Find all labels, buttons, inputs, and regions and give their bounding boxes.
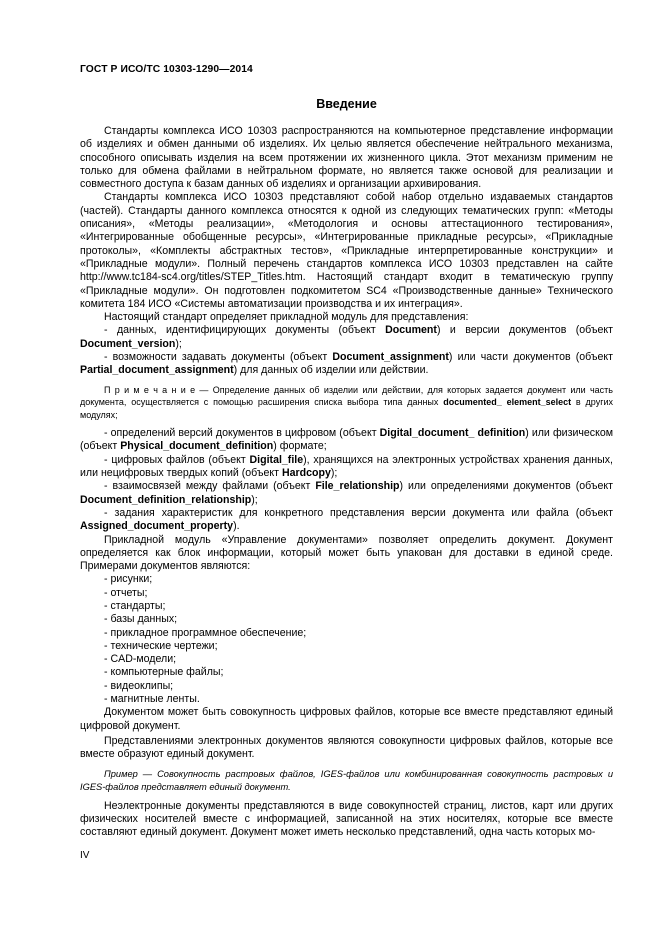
list-item: - прикладное программное обеспечение; bbox=[104, 626, 307, 639]
list-item: - стандарты; bbox=[104, 600, 166, 612]
list-item: - технические чертежи; bbox=[104, 639, 218, 652]
page-number: IV bbox=[80, 850, 90, 861]
paragraph-2: Стандарты комплекса ИСО 10303 представляют собой набор отдельно издаваемых стандартов (частей). Стандарты данного комплекса относятся к одной из следующих тематических групп: «Методы описания», «Методы реализации», «Методология и основы аттестационного тестирования», «Интегрированные обобщенные ресурсы», «Интегрированные прикладные ресурсы», «Прикладные протоколы», «Комплекты абстрактных тестов», «Прикладные интерпретированные конструкции» и «Прикладные модули». Полный перечень стандартов комплекса ИСО 10303 представлен на сайте http://www.tc184-sc4.org/titles/STEP_Titles.htm. Настоящий стандарт входит в тематическую группу «Прикладные модули». Он подготовлен подкомитетом SC4 «Производственные данные» Технического комитета 184 ИСО «Системы автоматизации производства и их интеграция». bbox=[80, 191, 613, 310]
note: П р и м е ч а н и е — Определение данных об изделии или действии, для которых задается документ или часть документа, осуществляется с помощью расширения списка выбора типа данных documented_ element_select в других модулях; bbox=[80, 384, 613, 420]
list-item-relationship: - взаимосвязей между файлами (объект File_relationship) или определениями документов (объект Document_definition_relationship); bbox=[80, 480, 613, 506]
list-item: - рисунки; bbox=[104, 573, 153, 586]
paragraph-5: Документом может быть совокупность цифровых файлов, которые все вместе представляют единый цифровой документ. bbox=[80, 706, 613, 732]
list-item-definition: - определений версий документов в цифровом (объект Digital_document_ definition) или физическом (объект Physical_document_definition) формате; bbox=[80, 427, 613, 453]
body-text bbox=[80, 125, 613, 839]
list-item: - CAD-модели; bbox=[104, 653, 177, 666]
list-item: - отчеты; bbox=[104, 586, 148, 599]
paragraph-3: Настоящий стандарт определяет прикладной модуль для представления: bbox=[104, 311, 469, 324]
paragraph-7: Неэлектронные документы представляются в виде совокупностей страниц, листов, карт или других физических носителей вместе с информацией, записанной на этих носителях, которые все вместе составляют единый документ. Документ может иметь несколько представлений, одна часть которых мо- bbox=[80, 799, 613, 839]
paragraph-6: Представлениями электронных документов являются совокупности цифровых файлов, которые все вместе образуют единый документ. bbox=[80, 734, 613, 761]
list-item: - видеоклипы; bbox=[104, 679, 174, 692]
section-title: Введение bbox=[316, 97, 377, 111]
list-item: - компьютерные файлы; bbox=[104, 666, 224, 679]
example: Пример — Совокупность растровых файлов, IGES-файлов или комбинированная совокупность растровых и IGES-файлов представляет единый документ. bbox=[80, 768, 613, 792]
list-item: - магнитные ленты. bbox=[104, 693, 200, 706]
list-item-files: - цифровых файлов (объект Digital_file), хранящихся на электронных устройствах хранения данных, или нецифровых твердых копий (объект Hardcopy); bbox=[80, 453, 613, 480]
paragraph-4: Прикладной модуль «Управление документами» позволяет определить документ. Документ определяется как блок информации, который может быть упакован для доставки в единой среде. Примерами документов являются: bbox=[80, 533, 613, 573]
list-item: - базы данных; bbox=[104, 613, 178, 626]
list-item-document: - данных, идентифицирующих документы (объект Document) и версии документов (объект Document_version); bbox=[80, 324, 613, 350]
paragraph-1: Стандарты комплекса ИСО 10303 распространяются на компьютерное представление информации об изделиях и обмен данными об изделиях. Их целью является обеспечение нейтрального механизма, способного описывать изделия на всем протяжении их жизненного цикла. Этот механизм применим не только для обмена файлами в нейтральном формате, но является также основой для реализации и совместного доступа к базам данных об изделиях и организации архивирования. bbox=[80, 125, 613, 191]
list-item-property: - задания характеристик для конкретного представления версии документа или файла (объект Assigned_document_property). bbox=[80, 506, 613, 533]
document-header: ГОСТ Р ИСО/ТС 10303-1290—2014 bbox=[80, 64, 253, 75]
list-item-assignment: - возможности задавать документы (объект Document_assignment) или части документов (объект Partial_document_assignment) для данных об изделии или действии. bbox=[80, 351, 613, 377]
